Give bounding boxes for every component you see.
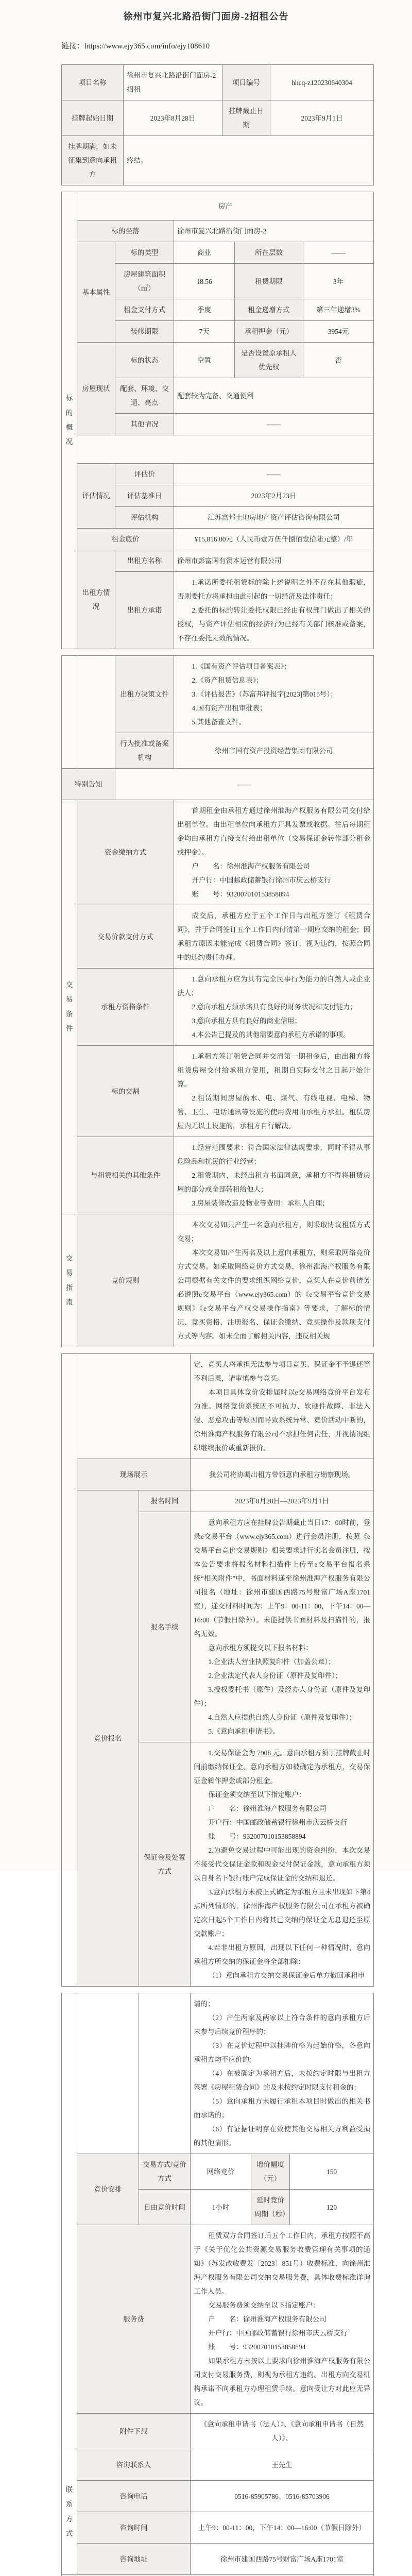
basic-attr-label: 基本属性 (77, 242, 115, 343)
signup-procedure-label: 报名手续 (139, 1512, 191, 1742)
qualification-value: 1.意向承租方应为具有完全民事行为能力的自然人或企业法人； 2.意向承租方须承诺具有良好的财务状况和支付能力； 3.意向承租方具有良好的商业信用； 4.本公告已提及的其他需要意向承租方承诺的事项。 (174, 969, 374, 1046)
eval-agency-value: 江苏富邦土地房地产资产评估咨询有限公司 (174, 507, 374, 529)
signup-time-value: 2023年8月28日—2023年9月1日 (191, 1490, 374, 1512)
pay-mode-value: 季度 (174, 299, 235, 321)
project-meta-table (61, 64, 374, 185)
service-fee-label: 服务费 (77, 2225, 191, 2414)
area-value: 18.56 (174, 264, 235, 299)
bidding-rules-label: 竞价规则 (77, 1214, 174, 1347)
increase-value: 第三年递增3% (303, 299, 374, 321)
delivery-value: 1.承租方签订租赁合同并交清第一期租金后，由出租方将租赁房屋交付给承租方使用，租期自实际交付之日起开始计算。 2.租赁期间房屋的水、电、煤气、有线电视、电梯、物管、卫生、电话通讯等设施的使用费用由承租方承担。租赁房屋内无以上设施的，承租方自行解决。 (174, 1046, 374, 1137)
approval-agency-label: 行为批准或备案机构 (115, 733, 174, 769)
qualification-label: 承租方资格条件 (77, 969, 174, 1046)
contact-person-label: 咨询联系人 (77, 2449, 191, 2481)
deposit-value: 3954元 (303, 321, 374, 343)
project-name-label: 项目名称 (62, 65, 124, 100)
priority-label: 是否设置原承租人优先权 (235, 343, 303, 378)
contact-phone-label: 咨询电话 (77, 2481, 191, 2512)
project-no-label: 项目编号 (222, 65, 270, 100)
link-line (61, 40, 412, 51)
deposit-mode-continuation: 请的； （2）产生两家及两家以上符合条件的意向承租方后未参与后续竞价程序的； （3）在竞价过程中以挂牌价格为起始价格，各意向承租方均不应价的； （4）在被确定为承租方后，未按约定时限与出租方签署《房屋租赁合同》的及未按约定时限支付租金的； （5）意向承租方未履行承租本项目时做出的相关书面承诺的； （6）有证据证明存在致使其他交易相关方利益受损的其他情形。 (191, 1993, 374, 2154)
attachment-value: 《意向承租申请书（法人）》、《意向承租申请书（自然人）》、 (191, 2414, 374, 2449)
lessor-promise-label: 出租方承诺 (115, 572, 174, 649)
section-guide-continuation (62, 1354, 77, 1987)
free-bid-value: 1小时 (191, 2190, 251, 2225)
deposit-label-continuation (139, 1993, 191, 2154)
state-label: 标的状态 (115, 343, 174, 378)
delivery-label: 标的交割 (77, 1046, 174, 1137)
conditions-table (61, 655, 374, 1347)
section-target-label: 标的概况 (62, 192, 77, 649)
free-bid-label: 自由竞价时间 (139, 2190, 191, 2225)
lease-term-value: 3年 (303, 264, 374, 299)
asset-type-header: 房产 (77, 192, 374, 221)
area-label: 房屋建筑面积（㎡） (115, 264, 174, 299)
approval-agency-value: 徐州市国有资产投资经营集团有限公司 (174, 733, 374, 769)
delay-cycle-label: 延时竞价周期（秒） (251, 2190, 290, 2225)
list-end-value: 2023年9月1日 (270, 100, 374, 136)
price-pay-label: 交易价款支付方式 (77, 905, 174, 969)
priority-value: 否 (303, 343, 374, 378)
type-value: 商业 (174, 242, 235, 264)
contact-phone-value: 0516-85905786、0516-85703906 (191, 2481, 374, 2512)
eval-price-value: —— (174, 464, 374, 485)
fund-pay-label: 资金缴纳方式 (77, 800, 174, 905)
site-show-label: 现场展示 (77, 1459, 191, 1490)
decorate-value: 7天 (174, 321, 235, 343)
type-label: 标的类型 (115, 242, 174, 264)
project-name-value: 徐州市复兴北路沿街门面房-2招租 (124, 65, 222, 100)
deposit-mode-label: 保证金及处置方式 (139, 1742, 191, 1987)
location-label: 标的坐落 (77, 221, 174, 242)
house-status-label: 房屋现状 (77, 343, 115, 435)
delay-cycle-value: 120 (290, 2190, 374, 2225)
list-end-label: 挂牌截止日期 (222, 100, 270, 136)
page-break-spacer (77, 435, 374, 464)
section-target-continuation (62, 656, 77, 769)
env-label: 配套、环境、交通、亮点 (115, 378, 174, 414)
lessor-promise-value: 1.承诺所委托租赁标的除上述说明之外不存在其他瑕疵，否则委托方将承担由此引起的一切经济及法律责任； 2.委托的标的转让委托权限已经由有权部门做出了相关的授权，与资产评估相应的经济行为已经有关部门核准或备案，不存在委托无效的情况。 (174, 572, 374, 649)
list-start-label: 挂牌起始日期 (62, 100, 124, 136)
other-status-value: —— (174, 414, 374, 435)
other-conditions-label: 与租赁相关的其他条件 (77, 1137, 174, 1214)
other-conditions-value: 1.经营范围要求：符合国家法律法规要求，同时不得从事危险品和扰民的行业经营； 2.租赁期内，未经出租方书面同意，承租方不得将租赁房屋的部分或全部转租给他人； 3.房屋装修改造及物业等费用：承租人自理； (174, 1137, 374, 1214)
increase-label: 租金递增方式 (235, 299, 303, 321)
signup-group-label: 竞价报名 (77, 1490, 139, 1987)
contact-address-value: 徐州市建国西路75号财富广场A座1701室 (191, 2544, 374, 2575)
decision-docs-value: 1.《国有资产评估项目备案表》； 2.《资产租赁信息表》； 3.《评估报告》（苏富邦评报字[2023]第015号）； 4.国有资产出租审批表； 5.其他备查文件。 (174, 656, 374, 733)
deposit-amount: 7908 元 (255, 1749, 280, 1757)
signup-time-label: 报名时间 (139, 1490, 191, 1512)
link-label: 链接： (61, 42, 84, 50)
section-contact-label: 联系方式 (62, 2449, 77, 2575)
bidding-rules-value: 本次交易如只产生一名意向承租方，则采取协议租赁方式交易； 本次交易如产生两名及以上意向承租方，则采取网络竞价方式交易。如采取网络竞价方式交易，徐州淮海产权服务有限公司根据有关文件的要求组织网络竞价，竞买人在竞价前请务必遵照e交易平台（www.ejy365.com）的《e交易平台竞价交易规则》《e交易平台产权交易操作指南》等要求，了解标的情况、竞买资格、注册报名、保证金缴纳、竞买操作及款项支付方式等内容。如未全面了解相关内容，违反相关规 (174, 1214, 374, 1347)
step-label: 增价幅度（元） (251, 2154, 290, 2190)
signup-procedure-value: 意向承租方应在挂牌公告期截止当日17：00时前，登录e交易平台（www.ejy365.com）进行会员注册，按照《e交易平台竞价交易规则》相关要求进行实名会员注册，按本公告要求将报名材料扫描件上传至e交易平台报名系统“相关附件”中，书面材料递至徐州淮海产权服务有限公司报名（地址：徐州市建国西路75号财富广场A座1701室），递交材料时间为：上午9：00-11：00，下午14：00—16:00（节假日除外）。未能提供书面材料及扫描件的，报名无效。 意向承租方须提交以下报名材料： 1.企业法人营业执照复印件（加盖公章）； 2.企业法定代表人身份证（原件及复印件）； 3.授权委托书（原件）及经办人身份证（原件及复印件）； 4.自然人应提供自然人身份证（原件及复印件）； 5.《意向承租申请书》。 (191, 1512, 374, 1742)
floor-price-label: 租金底价 (77, 529, 174, 550)
wechat-footer-banner (62, 2575, 374, 2576)
fund-pay-value: 首期租金由承租方通过徐州淮海产权服务有限公司交付给出租单位。由出租单位向承租方开具发票或收据。往后每期租金均由承租方直接支付给出租单位（交易保证金转作部分租金或押金）。 户 名：徐州淮海产权服务有限公司 开户行：中国邮政储蓄银行徐州市庆云桥支行 账 号：932007010153858894 (174, 800, 374, 905)
lessor-group-continuation (77, 656, 115, 769)
lessor-group-label: 出租方情况 (77, 550, 115, 649)
project-no-value: hhcq-z120230640304 (270, 65, 374, 100)
list-start-value: 2023年8月28日 (124, 100, 222, 136)
floor-label: 所在层数 (235, 242, 303, 264)
floor-value: —— (303, 242, 374, 264)
contact-address-label: 咨询地址 (77, 2544, 191, 2575)
contact-person-value: 王先生 (191, 2449, 374, 2481)
pay-mode-label: 租金支付方式 (115, 299, 174, 321)
expire-label: 挂牌期满，如未征集到意向承租方 (62, 136, 124, 185)
section-guide-continuation-2 (62, 1993, 77, 2449)
eval-date-label: 评估基准日 (115, 485, 174, 507)
section-conditions-label: 交易条件 (62, 800, 77, 1214)
step-value: 150 (290, 2154, 374, 2190)
floor-price-value: ¥15,816.00元（人民币壹万伍仟捌佰壹拾陆元整）/年 (174, 529, 374, 550)
location-value: 徐州市复兴北路沿街门面房-2 (174, 221, 374, 242)
trade-mode-label: 交易方式/竞价方式 (139, 2154, 191, 2190)
bid-arrange-label: 竞价安排 (77, 2154, 139, 2225)
project-link[interactable]: https://www.ejy365.com/info/ejy108610 (84, 42, 210, 50)
deposit-label: 承租押金（元） (235, 321, 303, 343)
trade-mode-value: 网络竞价 (191, 2154, 251, 2190)
eval-date-value: 2023年2月23日 (174, 485, 374, 507)
eval-group-label: 评估情况 (77, 464, 115, 529)
env-value: 配套较为完备、交通便利 (174, 378, 374, 414)
attachment-label: 附件下载 (77, 2414, 191, 2449)
contact-time-label: 咨询时间 (77, 2512, 191, 2544)
lessor-name-value: 徐州市彭富国有资本运营有限公司 (174, 550, 374, 572)
special-notice-value: —— (115, 769, 374, 800)
section-guide-label: 交易指南 (62, 1214, 77, 1347)
signup-table (61, 1353, 374, 1987)
lease-term-label: 租赁期限 (235, 264, 303, 299)
eval-price-label: 评估价 (115, 464, 174, 485)
bidding-rules-label-continuation (77, 1354, 191, 1459)
deposit-mode-value: 1.交易保证金为 7908 元。意向承租方须于挂牌截止时间前缴纳保证金。意向承租方如被确定为承租方，交易保证金转作押金或部分租金。 保证金须交纳至以下指定账户： 户 名：徐州淮海产权服务有限公司 开户行：中国邮政储蓄银行徐州市庆云桥支行 账 号：932007010153858894 2.为避免交易过程中可能出现的资金纠纷，本次交易不接受代交保证金款和现金交付保证金款，意向承租方须以自身名下银行账户完成保证金的交纳和退还。 3.意向承租方未被正式确定为承租方且未出现如下第4点所列情形的，徐州淮海产权服务有限公司在承租方被确定次日起5个工作日内将其已交纳的保证金无息退还至原交款账户； 4.若非出租方原因，出现以下任何一种情况时，意向承租方所交纳的保证金将全部扣除： （1）意向承租方交纳交易保证金后单方撤回承租申 (191, 1742, 374, 1987)
contact-time-value: 上午9：00-11：00，下午14：00—16:00（节假日除外） (191, 2512, 374, 2544)
lessor-name-label: 出租方名称 (115, 550, 174, 572)
bidding-rules-continuation: 定，竞买人将承担无法参与项目竞买、保证金不予退还等不利后果，请审慎参与竞买。 本项目具体竞价安排届时以e交易网络竞价平台发布为准。网络竞价系统因不可抗力、软硬件故障、非法入侵、恶意攻击等原因而导致系统异常、竞价活动中断的，徐州淮海产权服务有限公司不承担任何责任，并视情况组织继续报价或重新报价。 (191, 1354, 374, 1459)
page-title: 徐州市复兴北路沿街门面房-2招租公告 (0, 9, 412, 23)
site-show-value: 我公司将协调出租方带领意向承租方勘察现场。 (191, 1459, 374, 1490)
eval-agency-label: 评估机构 (115, 507, 174, 529)
arrangement-contact-table (61, 1993, 374, 2576)
other-status-label: 其他情况 (115, 414, 174, 435)
state-value: 空置 (174, 343, 235, 378)
special-notice-label: 特别告知 (62, 769, 115, 800)
signup-group-continuation (77, 1993, 139, 2154)
expire-value: 终结。 (124, 136, 374, 185)
decision-docs-label: 出租方决策文件 (115, 656, 174, 733)
service-fee-value: 租赁双方合同签订后五个工作日内，承租方按照不高于《关于优化公共资源交易服务收费管理有关事项的通知》（苏发改收费发〔2023〕851号）收费标准，向徐州淮海产权服务有限公司交纳交易服务费，具体收费标准详询工作人员。 交易服务费须交纳至以下指定账户： 户 名：徐州淮海产权服务有限公司 开户行：中国邮政储蓄银行徐州市庆云桥支行 账 号：932007010153858894 如果承租方未按以上要求向徐州淮海产权服务有限公司支付交易服务费，则视为承租方违约。出租方向交易机构承诺不向承租方办理租赁手续。意向受让方对此应无异议。 (191, 2225, 374, 2414)
price-pay-value: 成交后，承租方应于五个工作日与出租方签订《租赁合同》，并于合同签订五个工作日内付清第一期应交纳的租金；因承租方原因未能完成《租赁合同》签订，视为违约，按照合同中的违约责任办理。 (174, 905, 374, 969)
target-overview-table (61, 192, 374, 649)
decorate-label: 装修期限 (115, 321, 174, 343)
